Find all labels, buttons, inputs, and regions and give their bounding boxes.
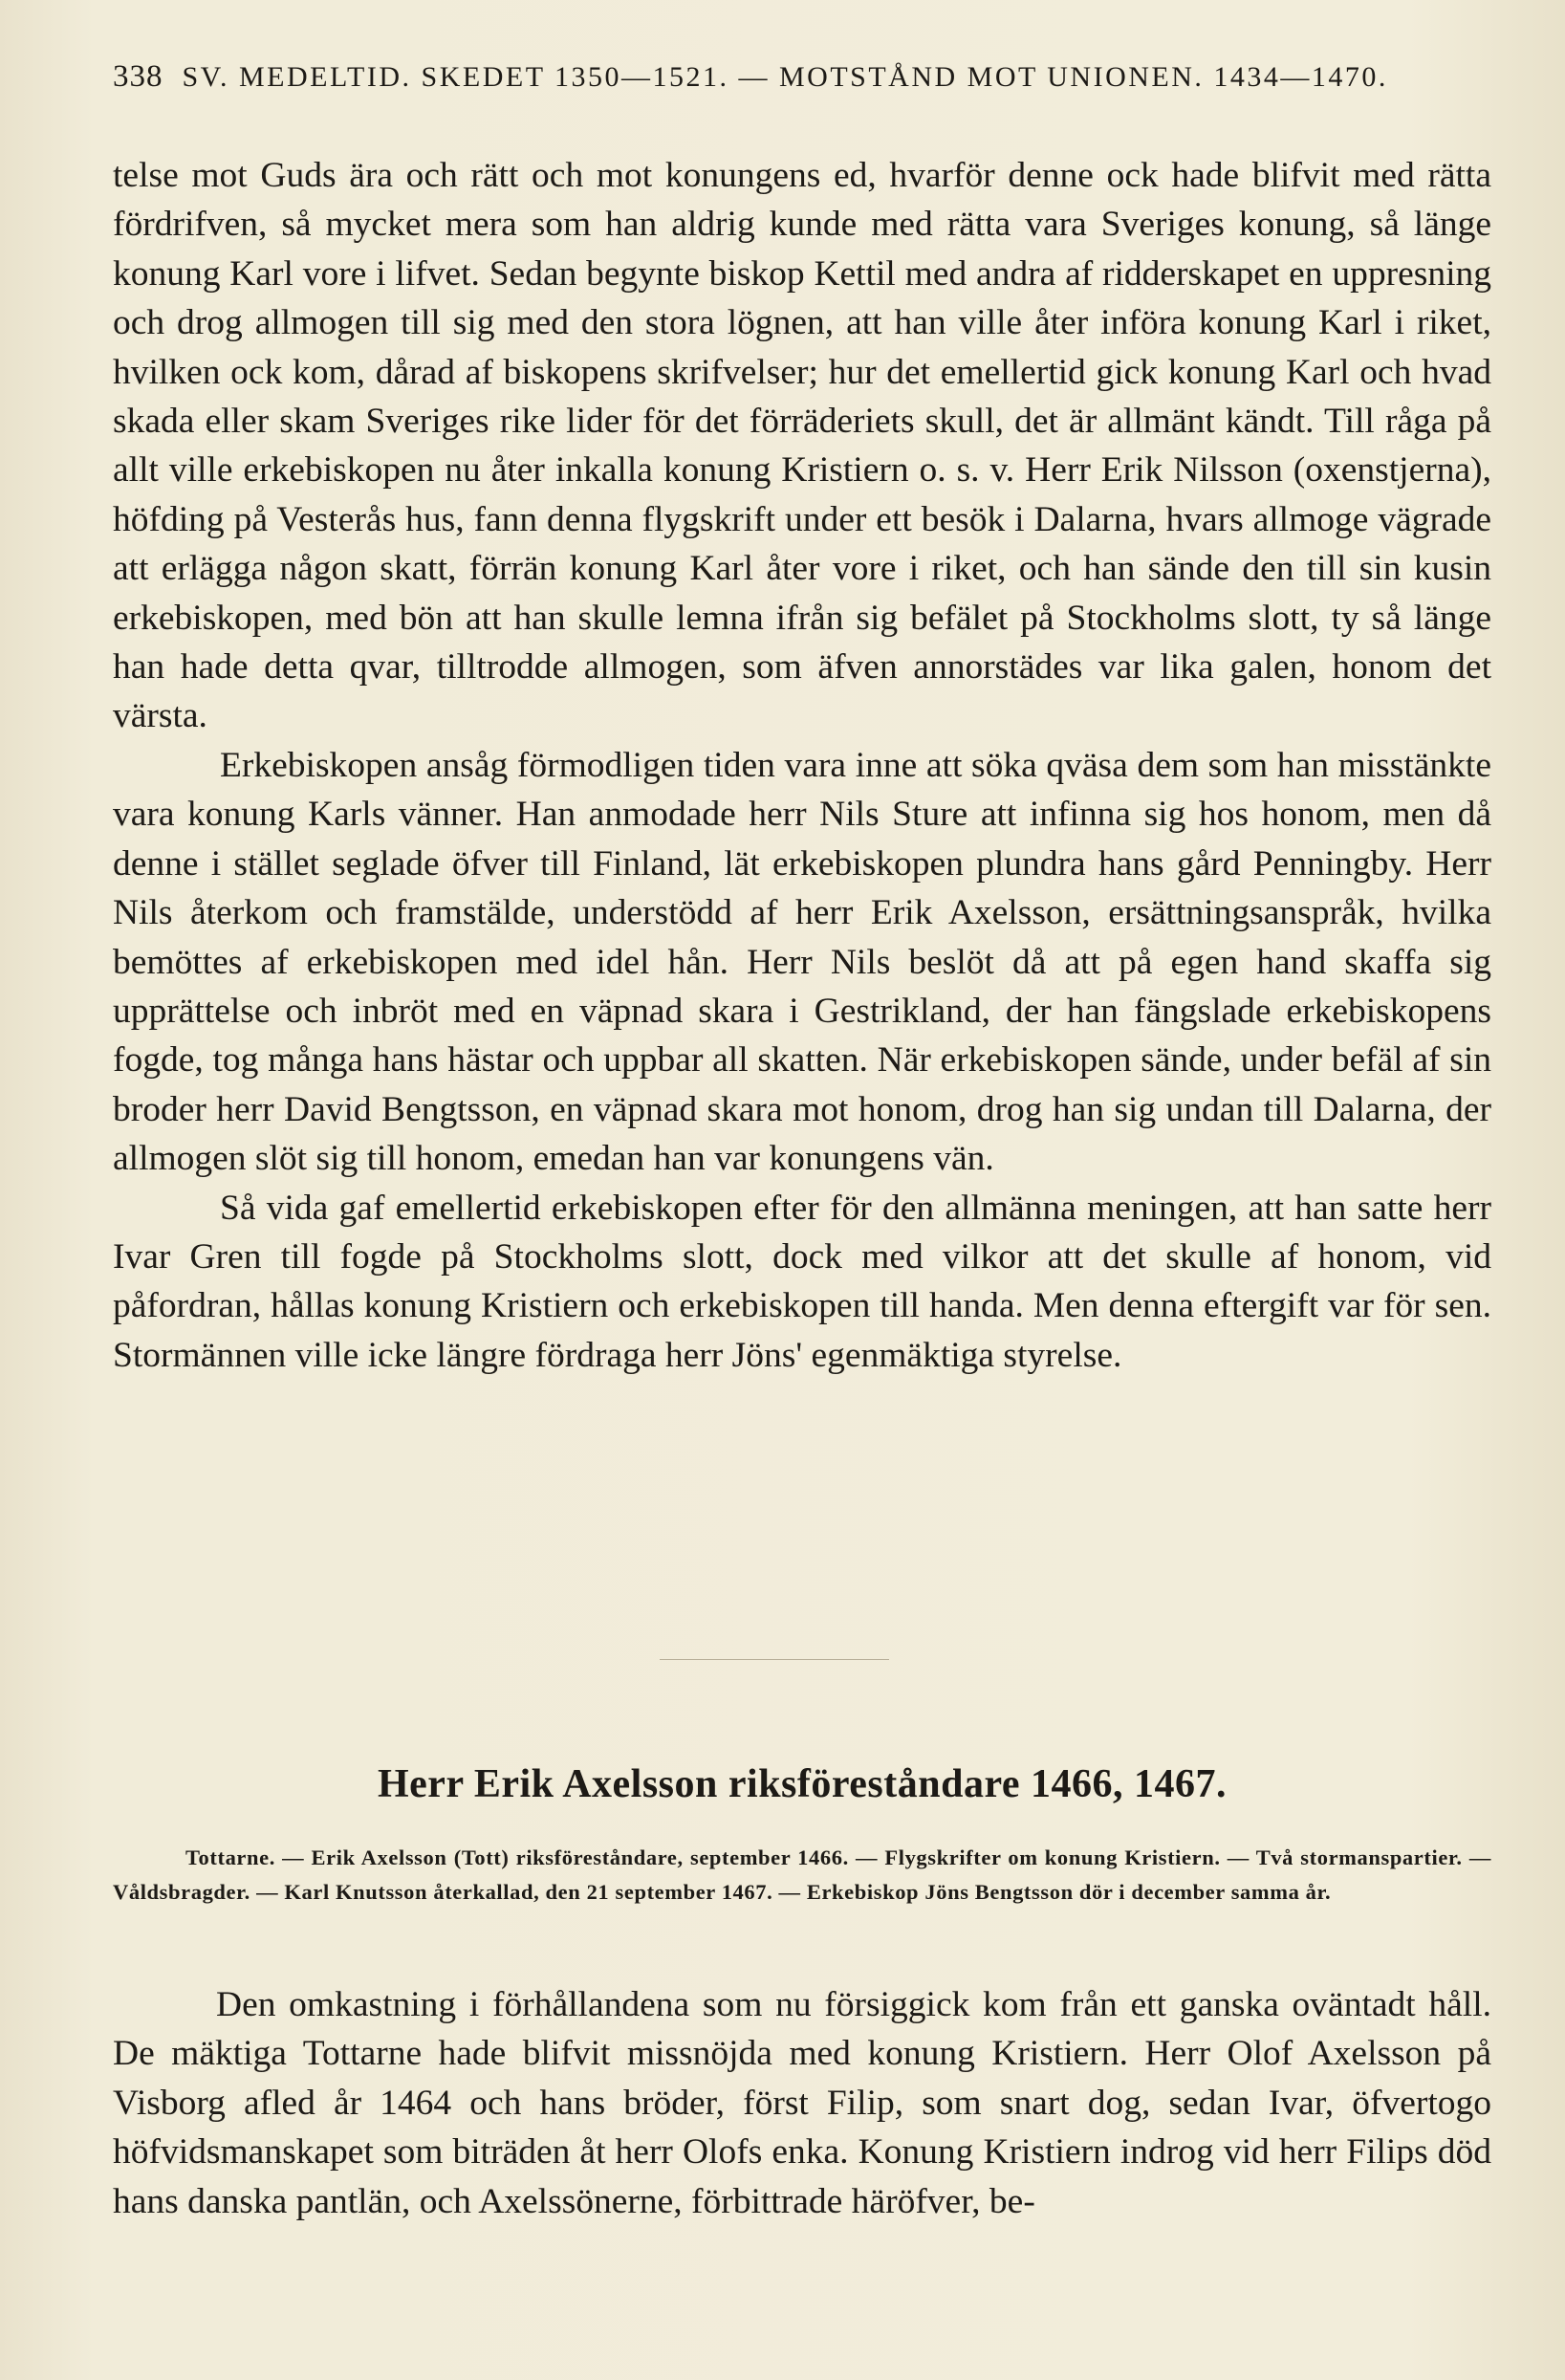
section-title: Herr Erik Axelsson riksföreståndare 1466, 1467.: [378, 1762, 1227, 1806]
text-block-section: [113, 1980, 1491, 2226]
paragraph: Erkebiskopen ansåg förmodligen tiden vara inne att söka qväsa dem som han misstänkte vara konung Karls vänner. Han anmodade herr Nils Sture att infinna sig hos honom, men då denne i stället seglade öfver till Finland, lät erkebiskopen plundra hans gård Penningby. Herr Nils återkom och framstälde, understödd af herr Erik Axelsson, ersättningsanspråk, hvilka bemöttes af erkebiskopen med idel hån. Herr Nils beslöt då att på egen hand skaffa sig upprättelse och inbröt med en väpnad skara i Gestrikland, der han fängslade erkebiskopens fogde, tog många hans hästar och uppbar all skatten. När erkebiskopen sände, under befäl af sin broder herr David Bengtsson, en väpnad skara mot honom, drog han sig undan till Dalarna, der allmogen slöt sig till honom, emedan han var konungens vän.: [113, 745, 1491, 1179]
paragraph: Den omkastning i förhållandena som nu försiggick kom från ett ganska oväntadt håll. De mäktiga Tottarne hade blifvit missnöjda med konung Kristiern. Herr Olof Axelsson på Visborg afled år 1464 och hans bröder, först Filip, som snart dog, sedan Ivar, öfvertogo höfvidsmanskapet som biträden åt herr Olofs enka. Konung Kristiern indrog vid herr Filips död hans danska pantlän, och Axelssönerne, förbittrade häröfver, be-: [113, 1985, 1491, 2221]
paragraph: telse mot Guds ära och rätt och mot konungens ed, hvarför denne ock hade blifvit med rätta fördrifven, så mycket mera som han aldrig kunde med rätta vara Sveriges konung, så länge konung Karl vore i lifvet. Sedan begynte biskop Kettil med andra af ridderskapet en uppresning och drog allmogen till sig med den stora lögnen, att han ville åter införa konung Karl i riket, hvilken ock kom, dårad af biskopens skrifvelser; hur det emellertid gick konung Karl och hvad skada eller skam Sveriges rike lider för det förräderiets skull, det är allmänt kändt. Till råga på allt ville erkebiskopen nu åter inkalla konung Kristiern o. s. v. Herr Erik Nilsson (oxenstjerna), höfding på Vesterås hus, fann denna flygskrift under ett besök i Dalarna, hvars allmoge vägrade att erlägga någon skatt, förrän konung Karl åter vore i riket, och han sände den till sin kusin erkebiskopen, med bön att han skulle lemna ifrån sig befälet på Stockholms slott, ty så länge han hade detta qvar, tilltrodde allmogen, som äfven annorstädes var lika galen, honom det värsta.: [113, 156, 1491, 736]
running-head: [113, 59, 1509, 95]
text-block-top: [113, 151, 1491, 1380]
page-number: 338: [113, 59, 163, 94]
section-summary: Tottarne. — Erik Axelsson (Tott) riksföreståndare, september 1466. — Flygskrifter om konung Kristiern. — Två stormanspartier. — Våldsbragder. — Karl Knutsson återkallad, den 21 september 1467. — Erkebiskop Jöns Bengtsson dör i december samma år.: [113, 1845, 1491, 1904]
running-title: SV. MEDELTID. SKEDET 1350—1521. — MOTSTÅND MOT UNIONEN. 1434—1470.: [182, 61, 1388, 93]
divider: [660, 1659, 889, 1660]
paragraph: Så vida gaf emellertid erkebiskopen efter för den allmänna meningen, att han satte herr Ivar Gren till fogde på Stockholms slott, dock med vilkor att det skulle af honom, vid påfordran, hållas konung Kristiern och erkebiskopen till handa. Men denna eftergift var för sen. Stormännen ville icke längre fördraga herr Jöns' egenmäktiga styrelse.: [113, 1188, 1491, 1375]
